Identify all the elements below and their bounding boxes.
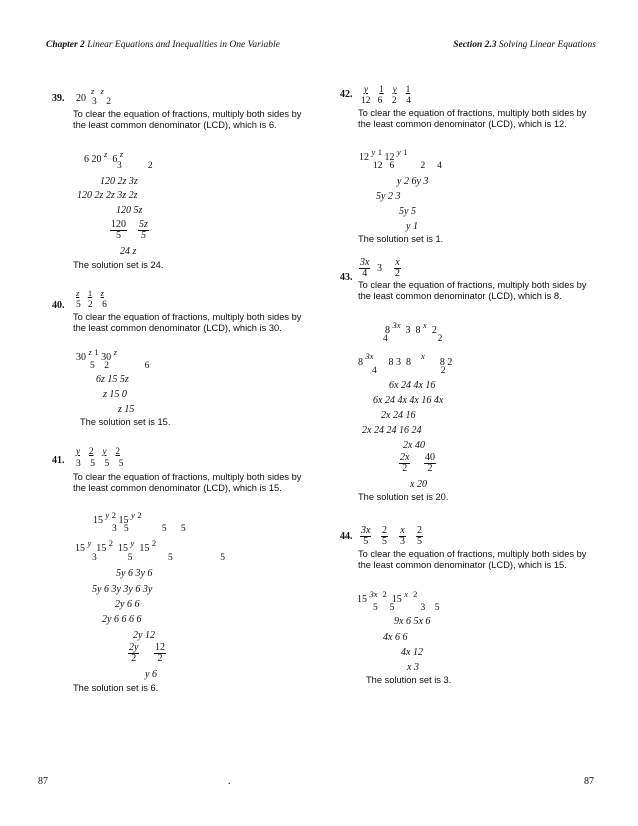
solution-step: 120 5z bbox=[116, 205, 143, 216]
solution-step: 2x 24 24 16 24 bbox=[362, 425, 422, 436]
equation-term: 4 2 bbox=[383, 334, 443, 344]
solution-step: 4x 12 bbox=[401, 647, 423, 658]
solution-text: The solution set is 15. bbox=[80, 417, 171, 427]
equation-line: 15 $^{3x}$ $^2$ 15 $^x$ $^2$ bbox=[357, 589, 418, 605]
solution-step: 2y 6 6 6 6 bbox=[102, 614, 142, 625]
fraction: $\frac{x}{2}$ bbox=[395, 257, 400, 279]
equation-line: 8 $^{3x}$ 8 3 8 $^x$ 8 2 bbox=[358, 351, 453, 368]
page-number-left: 87 bbox=[38, 776, 48, 787]
solution-step: 4x 6 6 bbox=[383, 632, 408, 643]
solution-text: The solution set is 20. bbox=[358, 492, 449, 502]
solution-step: 2x 40 bbox=[403, 440, 425, 451]
equation-term: 5 2 6 bbox=[76, 300, 107, 310]
equation-term: 12 6 2 4 bbox=[373, 161, 442, 171]
section-label: Section 2.3 bbox=[453, 40, 497, 50]
fraction: $\frac{2x}{2}$ bbox=[400, 452, 410, 474]
section-title: Solving Linear Equations bbox=[498, 40, 596, 50]
equation-term: y 1 y 1 bbox=[364, 84, 411, 94]
solution-step: 9x 6 5x 6 bbox=[394, 616, 431, 627]
equation-line: 30 $^z$ $^1$ 30 $^z$ bbox=[76, 347, 117, 363]
equation-term: 3 5 5 5 bbox=[76, 459, 124, 469]
footer-dot: . bbox=[228, 776, 231, 787]
equation-term: 4 2 bbox=[372, 366, 446, 376]
fraction: $\frac{2y}{2}$ bbox=[129, 642, 139, 664]
solution-step: 5y 6 3y 3y 6 3y bbox=[92, 584, 153, 595]
equation-term: 3 2 bbox=[117, 161, 153, 171]
solution-step: z 15 0 bbox=[103, 389, 127, 400]
fraction: $\frac{2}{5}$ bbox=[382, 525, 387, 547]
solution-step: x 3 bbox=[407, 662, 419, 673]
problem-number: 39. bbox=[52, 93, 65, 104]
solution-step: 5y 5 bbox=[399, 206, 416, 217]
fraction: $\frac{2}{5}$ bbox=[417, 525, 422, 547]
chapter-title: Linear Equations and Inequalities in One Variable bbox=[87, 40, 280, 50]
solution-step: z 15 bbox=[118, 404, 135, 415]
solution-step: y 6 bbox=[145, 669, 157, 680]
solution-step: 120 2z 3z bbox=[100, 176, 138, 187]
equation-line: 6 20 $^z$ 6 $^z$ bbox=[84, 149, 124, 165]
solution-text: The solution set is 3. bbox=[366, 675, 452, 685]
solution-step: 6z 15 5z bbox=[96, 374, 129, 385]
fraction: $\frac{x}{3}$ bbox=[400, 525, 405, 547]
fraction: $\frac{5z}{5}$ bbox=[139, 219, 148, 241]
problem-number: 44. bbox=[340, 531, 353, 542]
solution-step: y 2 6y 3 bbox=[397, 176, 429, 187]
fraction: $\frac{40}{2}$ bbox=[425, 452, 435, 474]
solution-step: 5y 2 3 bbox=[376, 191, 401, 202]
solution-step: 5y 6 3y 6 bbox=[116, 568, 153, 579]
equation-line: 8 $^{3x}$ 3 8 $^x$ 2 bbox=[385, 320, 437, 336]
solution-text: The solution set is 6. bbox=[73, 683, 159, 693]
problem-number: 41. bbox=[52, 455, 65, 466]
solution-step: 2y 12 bbox=[133, 630, 155, 641]
instruction-text: To clear the equation of fractions, multiply both sides by the least common denominator (LCD), which is 15. bbox=[358, 549, 587, 571]
page-header-right bbox=[453, 40, 596, 50]
equation-term: 12 6 2 4 bbox=[361, 96, 411, 106]
problem-number: 43. bbox=[340, 272, 353, 283]
solution-step: 6x 24 4x 16 bbox=[389, 380, 436, 391]
solution-step: x 20 bbox=[410, 479, 427, 490]
solution-step: 2x 24 16 bbox=[381, 410, 416, 421]
instruction-text: To clear the equation of fractions, multiply both sides by the least common denominator (LCD), which is 15. bbox=[73, 472, 302, 494]
solution-text: The solution set is 24. bbox=[73, 260, 164, 270]
fraction: $\frac{12}{2}$ bbox=[155, 642, 165, 664]
equation-term: y 2 y 2 bbox=[76, 446, 120, 456]
solution-text: The solution set is 1. bbox=[358, 234, 444, 244]
equation-term: 3 5 5 5 bbox=[112, 524, 186, 534]
solution-step: 6x 24 4x 4x 16 4x bbox=[373, 395, 444, 406]
fraction: $\frac{120}{5}$ bbox=[111, 219, 126, 241]
problem-number: 40. bbox=[52, 300, 65, 311]
fraction: $\frac{3x}{5}$ bbox=[361, 525, 371, 547]
equation-term: 3 5 5 5 bbox=[92, 553, 225, 563]
equation-term: 3 2 bbox=[92, 97, 111, 107]
page-number-right: 87 bbox=[584, 776, 594, 787]
solution-step: 120 2z 2z 3z 2z bbox=[77, 190, 138, 201]
instruction-text: To clear the equation of fractions, multiply both sides by the least common denominator (LCD), which is 6. bbox=[73, 109, 302, 131]
equation-term: z z bbox=[91, 86, 104, 96]
solution-step: 24 z bbox=[120, 246, 137, 257]
instruction-text: To clear the equation of fractions, multiply both sides by the least common denominator (LCD), which is 8. bbox=[358, 280, 587, 302]
equation-term: 5 5 3 5 bbox=[373, 603, 440, 613]
instruction-text: To clear the equation of fractions, multiply both sides by the least common denominator (LCD), which is 12. bbox=[358, 108, 587, 130]
solution-step: y 1 bbox=[406, 221, 418, 232]
fraction: $\frac{3x}{4}$ bbox=[360, 257, 370, 279]
equation-term: z 1 z bbox=[76, 288, 104, 298]
solution-step: 2y 6 6 bbox=[115, 599, 140, 610]
equation-line: 15 $^y$ $^2$ 15 $^y$ $^2$ bbox=[93, 510, 142, 526]
page-header-left bbox=[46, 40, 280, 50]
problem-number: 42. bbox=[340, 89, 353, 100]
chapter-label: Chapter 2 bbox=[46, 40, 85, 50]
equation-line: 15 $^y$ 15 $^2$ 15 $^y$ 15 $^2$ bbox=[75, 538, 157, 554]
equation-term: 20 bbox=[76, 93, 86, 104]
equation-term: 5 2 6 bbox=[90, 361, 150, 371]
equation-line: 12 $^y$ $^1$ 12 $^y$ $^1$ bbox=[359, 147, 408, 163]
equation-term: 3 bbox=[377, 263, 382, 274]
instruction-text: To clear the equation of fractions, multiply both sides by the least common denominator (LCD), which is 30. bbox=[73, 312, 302, 334]
